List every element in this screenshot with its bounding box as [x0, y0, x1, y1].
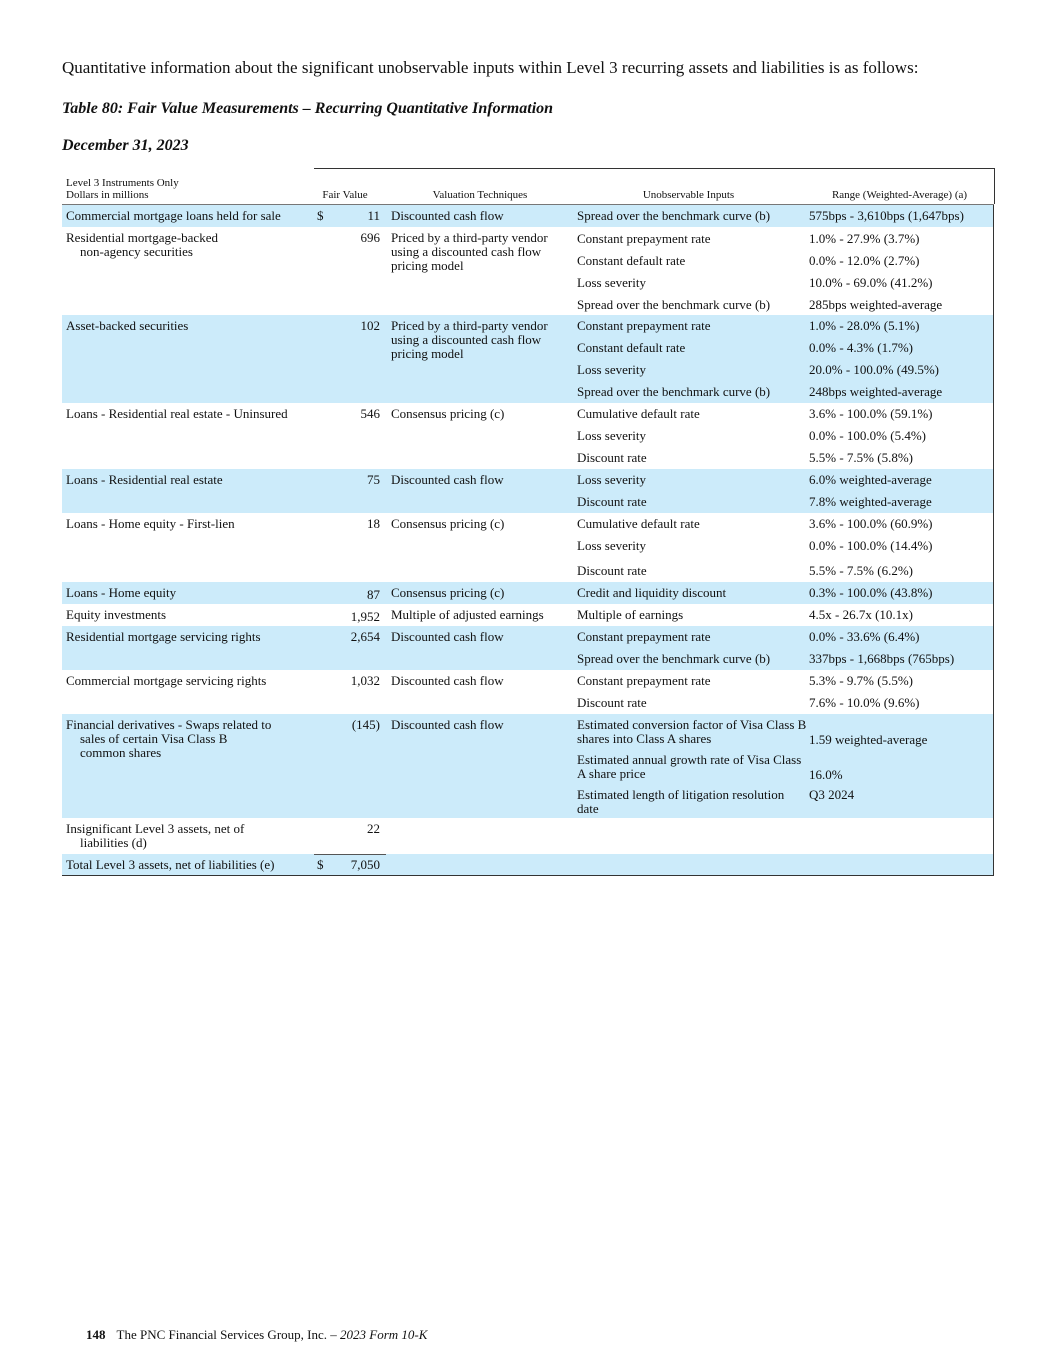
unobservable-input: Cumulative default rate — [577, 516, 700, 531]
header-valuation-techniques: Valuation Techniques — [432, 189, 528, 201]
intro-text: Quantitative information about the significant unobservable inputs within Level 3 recurring assets and liabilities is as follows: — [62, 58, 919, 77]
range-value: 16.0% — [809, 767, 843, 782]
valuation-technique: Multiple of adjusted earnings — [391, 607, 544, 622]
unobservable-input: Loss severity — [577, 472, 646, 487]
range-value: 10.0% - 69.0% (41.2%) — [809, 275, 933, 290]
range-value: 5.5% - 7.5% (6.2%) — [809, 563, 913, 578]
table-row — [62, 818, 994, 854]
fair-value: 22 — [367, 821, 380, 836]
fair-value: 1,032 — [350, 673, 380, 688]
valuation-technique: Consensus pricing (c) — [391, 516, 505, 531]
range-value: 5.3% - 9.7% (5.5%) — [809, 673, 913, 688]
instrument-name: Total Level 3 assets, net of liabilities (e) — [66, 857, 275, 872]
unobservable-input: Constant prepayment rate — [577, 231, 711, 246]
valuation-technique: Consensus pricing (c) — [391, 585, 505, 600]
unobservable-input: Loss severity — [577, 538, 646, 553]
unobservable-input: Constant default rate — [577, 340, 686, 355]
unobservable-input: Loss severity — [577, 275, 646, 290]
range-value: 337bps - 1,668bps (765bps) — [809, 651, 955, 666]
unobservable-input: Estimated length of litigation resolution date — [577, 787, 785, 816]
range-value: 0.0% - 12.0% (2.7%) — [809, 253, 920, 268]
instrument-name: Loans - Home equity — [66, 585, 177, 600]
table-row — [62, 227, 994, 315]
unobservable-input: Loss severity — [577, 428, 646, 443]
table-header — [62, 168, 994, 205]
range-value: 0.3% - 100.0% (43.8%) — [809, 585, 933, 600]
valuation-technique: Discounted cash flow — [391, 673, 504, 688]
fair-value: 87 — [367, 587, 380, 602]
table-title: Table 80: Fair Value Measurements – Recurring Quantitative Information — [62, 100, 554, 117]
range-value: 7.6% - 10.0% (9.6%) — [809, 695, 920, 710]
range-value: Q3 2024 — [809, 787, 855, 802]
page-footer — [86, 1327, 427, 1343]
header-fair-value: Fair Value — [322, 189, 368, 201]
fair-value: 546 — [360, 406, 380, 421]
unobservable-input: Spread over the benchmark curve (b) — [577, 651, 771, 666]
instrument-name: Loans - Residential real estate - Uninsured — [66, 406, 288, 421]
instrument-name: Asset-backed securities — [66, 318, 189, 333]
range-value: 1.59 weighted-average — [809, 732, 928, 747]
unobservable-input: Estimated annual growth rate of Visa Class A share price — [577, 752, 802, 781]
unobservable-input: Spread over the benchmark curve (b) — [577, 297, 771, 312]
range-value: 0.0% - 4.3% (1.7%) — [809, 340, 913, 355]
unobservable-input: Multiple of earnings — [577, 607, 684, 622]
range-value: 4.5x - 26.7x (10.1x) — [809, 607, 913, 622]
company-name: The PNC Financial Services Group, Inc. – — [116, 1327, 337, 1342]
table-date: December 31, 2023 — [62, 137, 189, 154]
total-row — [62, 854, 994, 876]
unobservable-input: Spread over the benchmark curve (b) — [577, 208, 771, 223]
table-row — [62, 582, 994, 604]
range-value: 5.5% - 7.5% (5.8%) — [809, 450, 913, 465]
range-value: 285bps weighted-average — [809, 297, 943, 312]
fair-value: 2,654 — [350, 629, 380, 644]
valuation-technique: Discounted cash flow — [391, 208, 504, 223]
unobservable-input: Discount rate — [577, 695, 647, 710]
instrument-name: Residential mortgage servicing rights — [66, 629, 261, 644]
instrument-name: Commercial mortgage servicing rights — [66, 673, 267, 688]
page-number: 148 — [86, 1327, 106, 1342]
fair-value: 75 — [367, 472, 380, 487]
unobservable-input: Constant prepayment rate — [577, 629, 711, 644]
fair-value-table — [62, 168, 994, 876]
unobservable-input: Constant prepayment rate — [577, 318, 711, 333]
instrument-name: Loans - Home equity - First-lien — [66, 516, 235, 531]
range-value: 6.0% weighted-average — [809, 472, 932, 487]
valuation-technique: Consensus pricing (c) — [391, 406, 505, 421]
range-value: 20.0% - 100.0% (49.5%) — [809, 362, 939, 377]
table-row — [62, 205, 994, 227]
range-value: 0.0% - 33.6% (6.4%) — [809, 629, 920, 644]
fair-value: (145) — [351, 717, 380, 732]
unobservable-input: Spread over the benchmark curve (b) — [577, 384, 771, 399]
valuation-technique: Discounted cash flow — [391, 472, 504, 487]
unobservable-input: Estimated conversion factor of Visa Class B shares into Class A shares — [577, 717, 807, 746]
currency-symbol: $ — [317, 208, 324, 223]
range-value: 575bps - 3,610bps (1,647bps) — [809, 208, 964, 223]
range-value: 7.8% weighted-average — [809, 494, 932, 509]
unobservable-input: Constant prepayment rate — [577, 673, 711, 688]
valuation-technique: Priced by a third-party vendor using a discounted cash flow pricing model — [391, 318, 548, 361]
fair-value: 696 — [360, 230, 380, 245]
fair-value: 1,952 — [350, 609, 380, 624]
unobservable-input: Discount rate — [577, 494, 647, 509]
header-instruments: Level 3 Instruments Only Dollars in millions — [66, 177, 179, 201]
table-row — [62, 403, 994, 469]
fair-value: 102 — [360, 318, 380, 333]
range-value: 3.6% - 100.0% (60.9%) — [809, 516, 933, 531]
table-row — [62, 315, 994, 403]
unobservable-input: Cumulative default rate — [577, 406, 700, 421]
table-row — [62, 604, 994, 626]
form-name: 2023 Form 10-K — [340, 1327, 428, 1342]
fair-value: 7,050 — [350, 857, 380, 872]
valuation-technique: Discounted cash flow — [391, 629, 504, 644]
instrument-name: Commercial mortgage loans held for sale — [66, 208, 281, 223]
currency-symbol: $ — [317, 857, 324, 872]
instrument-name: Residential mortgage-backed non-agency securities — [66, 230, 218, 259]
table-row — [62, 513, 994, 582]
unobservable-input: Discount rate — [577, 563, 647, 578]
table-row — [62, 670, 994, 714]
instrument-name: Insignificant Level 3 assets, net of liabilities (d) — [66, 821, 245, 850]
table-row — [62, 626, 994, 670]
fair-value: 11 — [367, 208, 380, 223]
range-value: 3.6% - 100.0% (59.1%) — [809, 406, 933, 421]
header-range: Range (Weighted-Average) (a) — [831, 189, 968, 201]
instrument-name: Financial derivatives - Swaps related to sales of certain Visa Class B common shares — [66, 717, 272, 760]
range-value: 1.0% - 27.9% (3.7%) — [809, 231, 920, 246]
fair-value: 18 — [367, 516, 380, 531]
range-value: 0.0% - 100.0% (14.4%) — [809, 538, 933, 553]
range-value: 1.0% - 28.0% (5.1%) — [809, 318, 920, 333]
table-row — [62, 714, 994, 818]
instrument-name: Loans - Residential real estate — [66, 472, 223, 487]
unobservable-input: Loss severity — [577, 362, 646, 377]
table-row — [62, 469, 994, 513]
range-value: 248bps weighted-average — [809, 384, 943, 399]
valuation-technique: Priced by a third-party vendor using a discounted cash flow pricing model — [391, 230, 548, 273]
range-value: 0.0% - 100.0% (5.4%) — [809, 428, 926, 443]
instrument-name: Equity investments — [66, 607, 167, 622]
header-unobservable-inputs: Unobservable Inputs — [642, 189, 735, 201]
unobservable-input: Discount rate — [577, 450, 647, 465]
unobservable-input: Credit and liquidity discount — [577, 585, 727, 600]
unobservable-input: Constant default rate — [577, 253, 686, 268]
valuation-technique: Discounted cash flow — [391, 717, 504, 732]
